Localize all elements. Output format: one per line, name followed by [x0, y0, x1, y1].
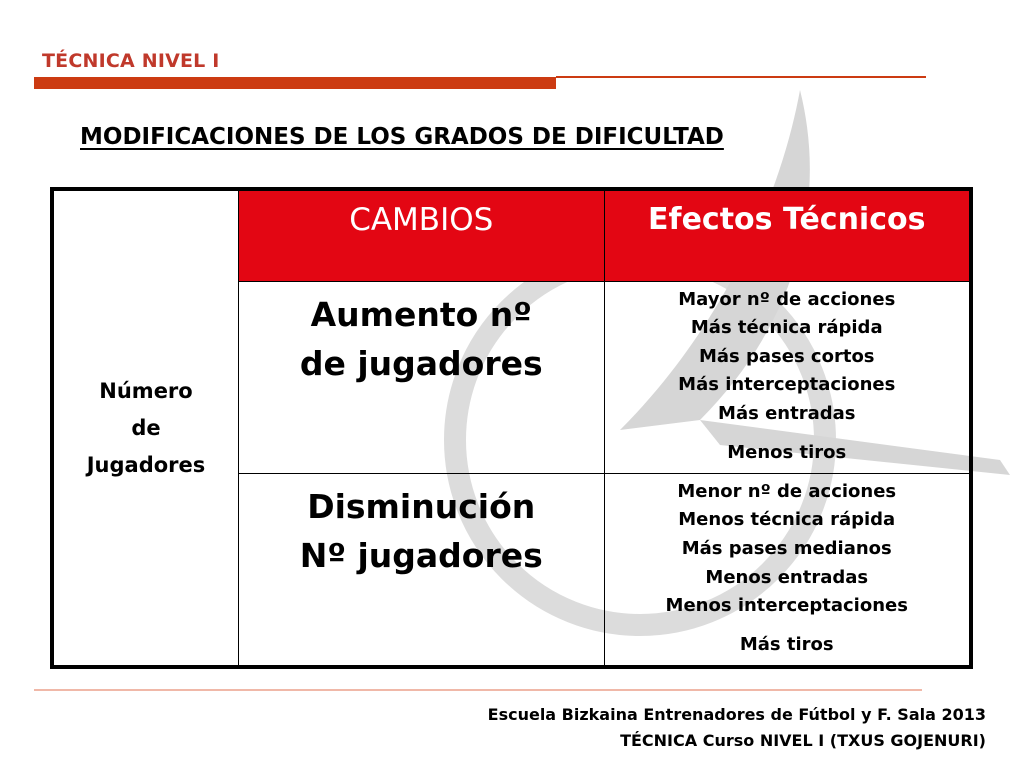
effect-item: Menos técnica rápida	[678, 509, 896, 531]
effect-item: Más entradas	[718, 402, 856, 424]
row-header-line: Número	[99, 378, 193, 403]
header-accent-line	[556, 76, 926, 78]
row-header-line: Jugadores	[86, 452, 206, 477]
change-line: Nº jugadores	[299, 535, 543, 575]
footer-school: Escuela Bizkaina Entrenadores de Fútbol y F. Sala 2013	[487, 705, 986, 724]
effect-item: Más tiros	[739, 633, 834, 655]
effect-item: Más pases cortos	[698, 345, 875, 367]
change-line: Disminución	[307, 486, 536, 526]
effect-item: Menos tiros	[727, 441, 847, 463]
effect-item: Mayor nº de acciones	[678, 288, 896, 310]
page-title: MODIFICACIONES DE LOS GRADOS DE DIFICULTAD	[80, 124, 724, 150]
column-header-changes-label: CAMBIOS	[349, 202, 494, 238]
change-line: de jugadores	[299, 343, 543, 383]
footer-divider	[34, 689, 922, 691]
effects-cell-increase	[604, 281, 970, 473]
column-header-effects	[604, 191, 970, 282]
effect-item: Más técnica rápida	[690, 317, 883, 339]
effect-item: Más pases medianos	[681, 537, 892, 559]
section-title: TÉCNICA NIVEL I	[42, 50, 220, 72]
difficulty-table	[50, 187, 973, 669]
change-cell-increase	[239, 281, 605, 473]
row-header-players	[54, 191, 239, 666]
change-cell-decrease	[239, 473, 605, 665]
effect-item: Menos interceptaciones	[665, 595, 908, 617]
effects-cell-decrease	[604, 473, 970, 665]
effect-item: Más interceptaciones	[678, 374, 896, 396]
row-header-line: de	[131, 415, 161, 440]
column-header-changes	[239, 191, 605, 282]
column-header-effects-label: Efectos Técnicos	[648, 202, 926, 237]
footer-course: TÉCNICA Curso NIVEL I (TXUS GOJENURI)	[620, 731, 986, 750]
effect-item: Menor nº de acciones	[677, 480, 897, 502]
change-line: Aumento nº	[310, 294, 532, 334]
header-accent-bar	[34, 77, 556, 89]
effect-item: Menos entradas	[705, 566, 869, 588]
